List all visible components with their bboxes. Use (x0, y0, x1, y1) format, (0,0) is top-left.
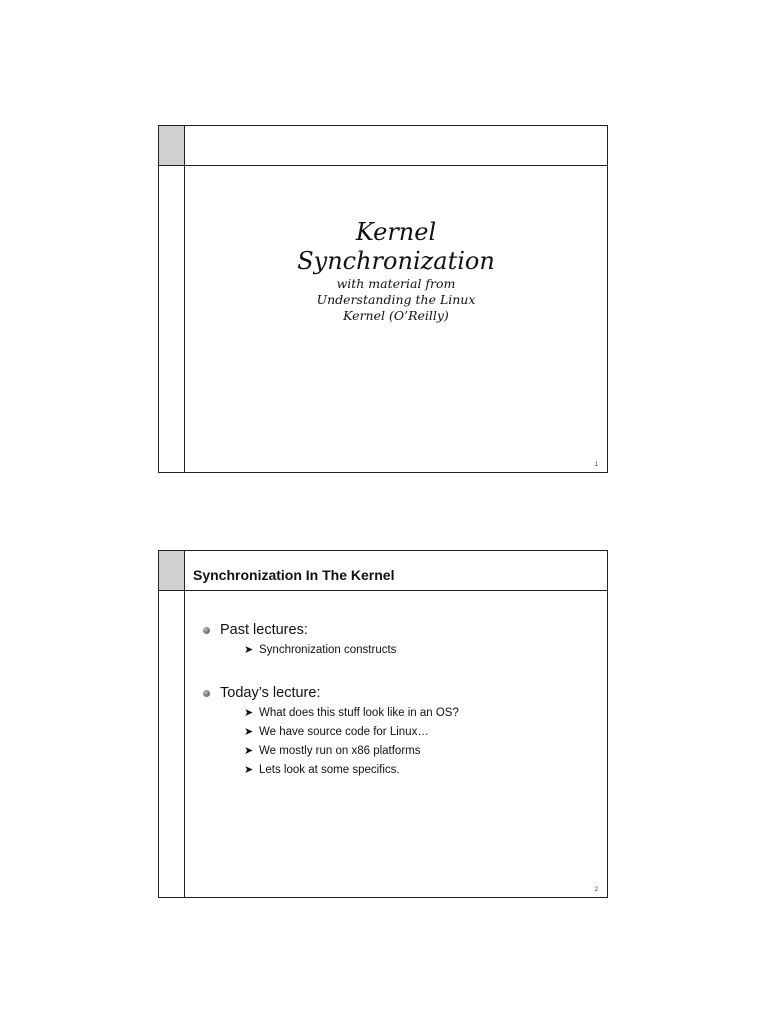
bullet-item (201, 621, 597, 660)
slide-1 (158, 125, 608, 473)
bullet-dot-icon (203, 690, 210, 697)
slide-subtitle-line: Kernel (O’Reilly) (343, 308, 449, 323)
slide-title-block (185, 218, 607, 324)
sub-bullet-text: Lets look at some specifics. (259, 764, 400, 776)
arrow-bullet-icon: ➤ (244, 764, 254, 776)
bullet-dot-icon (203, 627, 210, 634)
sub-bullet-list (220, 704, 597, 780)
sub-bullet-item (220, 723, 597, 742)
arrow-bullet-icon: ➤ (244, 707, 254, 719)
arrow-bullet-icon: ➤ (244, 745, 254, 757)
sub-bullet-text: We have source code for Linux… (259, 726, 429, 738)
sub-bullet-item (220, 761, 597, 780)
slide-title-line: Synchronization (297, 247, 495, 275)
slide-corner-block (159, 551, 185, 591)
slide-subtitle-line: with material from (336, 276, 456, 291)
sub-bullet-item (220, 641, 597, 660)
sub-bullet-item (220, 742, 597, 761)
slide-title-line: Kernel (355, 218, 437, 246)
slide-heading: Synchronization In The Kernel (193, 567, 395, 583)
bullet-text: Past lectures: (220, 622, 308, 638)
page-number: 1 (594, 462, 598, 468)
sub-bullet-item (220, 704, 597, 723)
slide-2 (158, 550, 608, 898)
arrow-bullet-icon: ➤ (244, 726, 254, 738)
slide-left-rule (184, 591, 185, 897)
sub-bullet-list (220, 641, 597, 660)
slide-corner-block (159, 126, 185, 166)
slide-header-rule (185, 590, 607, 591)
sub-bullet-text: We mostly run on x86 platforms (259, 745, 421, 757)
slide-subtitle-line: Understanding the Linux (316, 292, 476, 307)
arrow-bullet-icon: ➤ (244, 644, 254, 656)
bullet-item (201, 684, 597, 780)
page-number: 2 (594, 887, 598, 893)
sub-bullet-text: Synchronization constructs (259, 644, 397, 656)
bullet-text: Today’s lecture: (220, 685, 321, 701)
sub-bullet-text: What does this stuff look like in an OS? (259, 707, 459, 719)
slide-header-rule (185, 165, 607, 166)
bullet-list (201, 621, 597, 784)
